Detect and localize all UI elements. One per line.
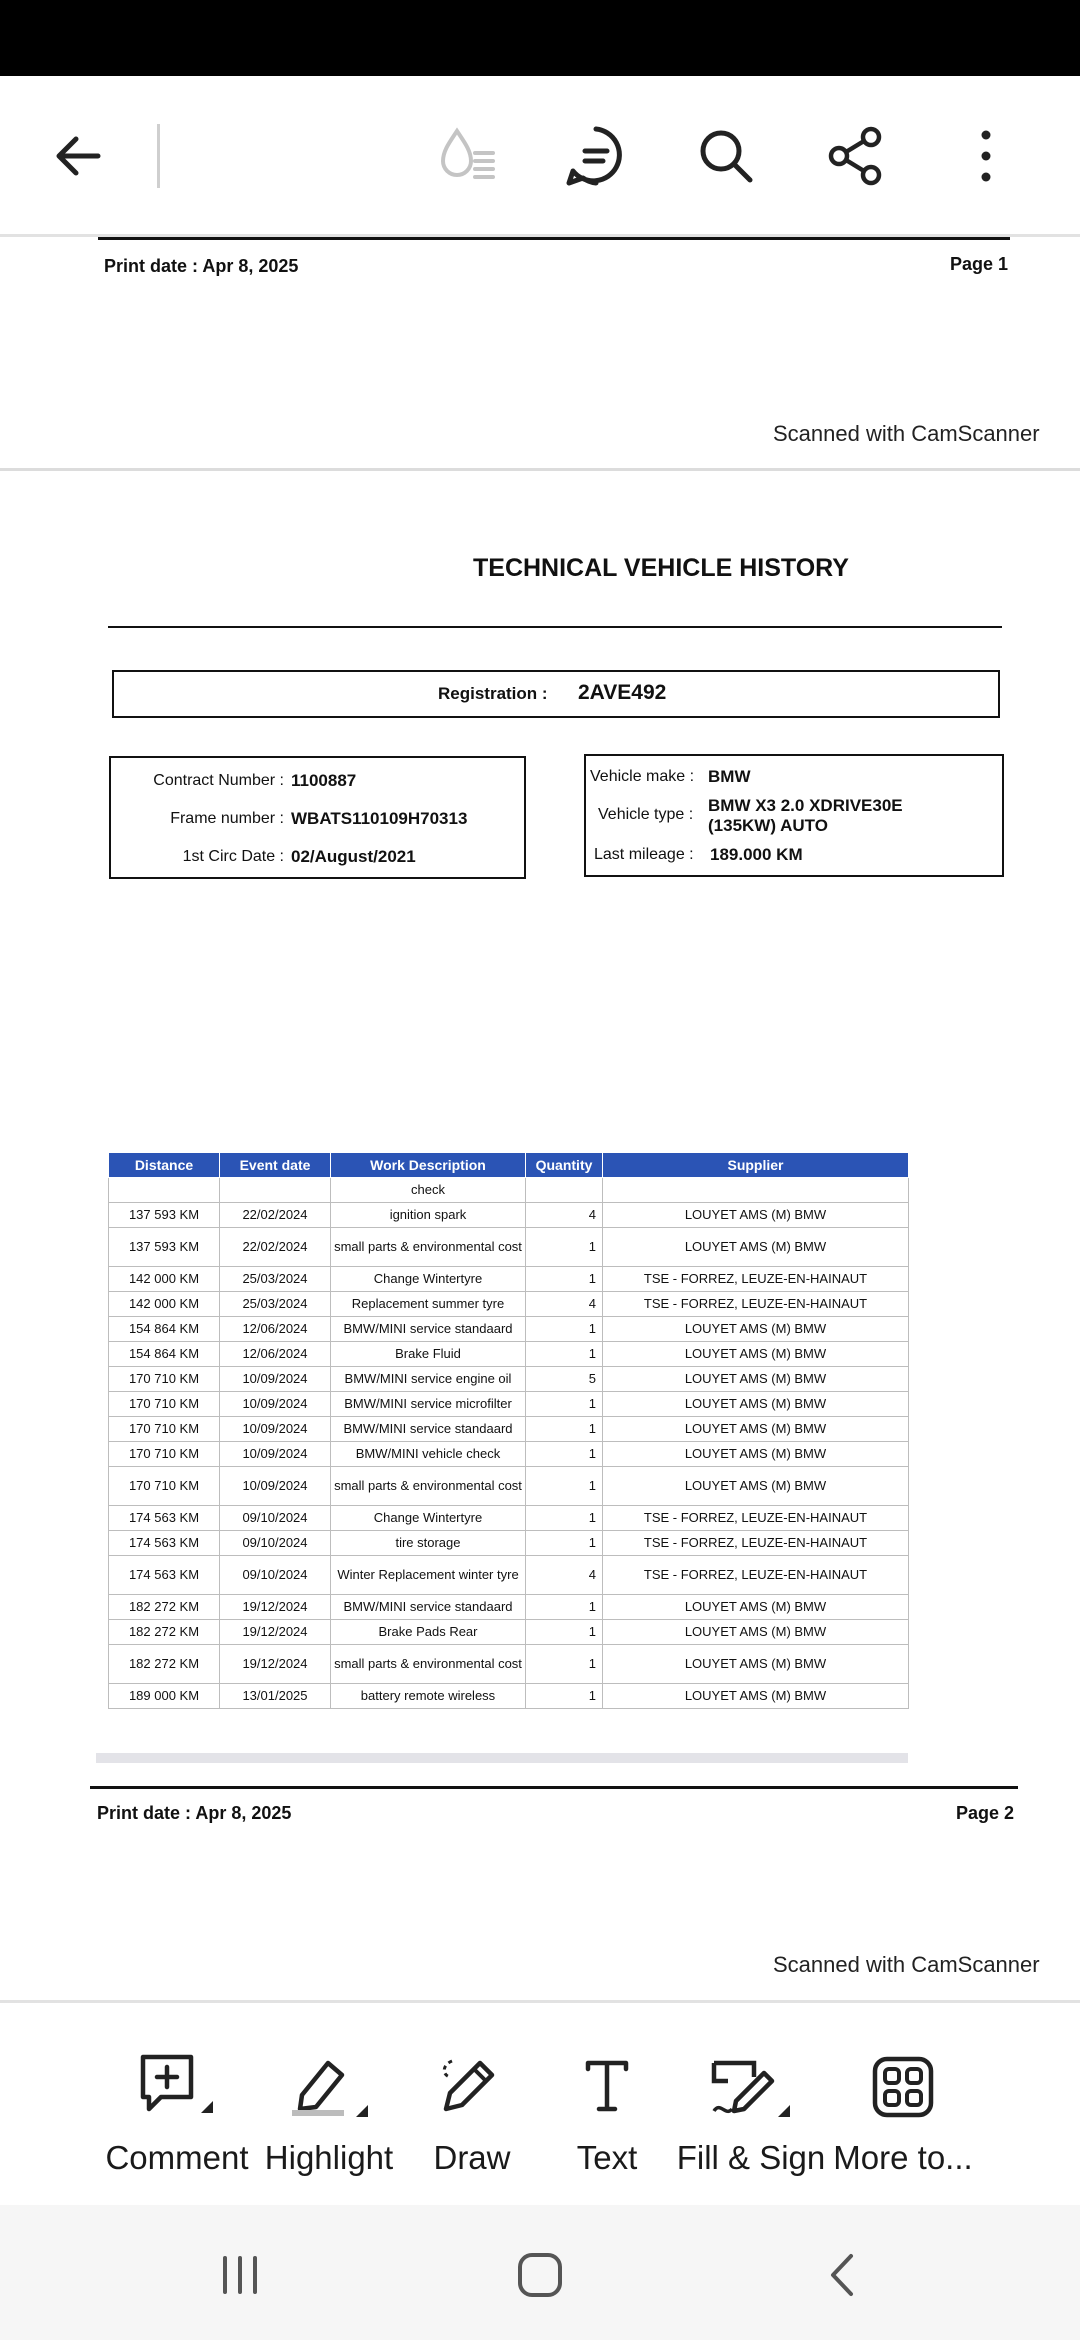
cell-supplier: TSE - FORREZ, LEUZE-EN-HAINAUT [603, 1292, 909, 1317]
cell-quantity: 1 [526, 1467, 603, 1506]
draw-tool-label: Draw [433, 2139, 511, 2176]
cell-event-date: 13/01/2025 [220, 1684, 331, 1709]
cell-work-description: BMW/MINI service microfilter [331, 1392, 526, 1417]
table-row [109, 1442, 909, 1467]
table-row [109, 1531, 909, 1556]
cell-distance: 182 272 KM [109, 1595, 220, 1620]
cell-event-date: 10/09/2024 [220, 1442, 331, 1467]
vehicle-type-label: Vehicle type : [598, 806, 694, 823]
cell-supplier: TSE - FORREZ, LEUZE-EN-HAINAUT [603, 1556, 909, 1595]
cell-work-description: tire storage [331, 1531, 526, 1556]
recent-apps-button[interactable] [200, 2240, 280, 2310]
table-row [109, 1392, 909, 1417]
cell-work-description: battery remote wireless [331, 1684, 526, 1709]
registration-value: 2AVE492 [578, 681, 667, 704]
cell-quantity: 1 [526, 1228, 603, 1267]
cell-event-date: 19/12/2024 [220, 1620, 331, 1645]
table-row [109, 1178, 909, 1203]
cell-quantity: 1 [526, 1506, 603, 1531]
cell-distance: 189 000 KM [109, 1684, 220, 1709]
cell-event-date: 22/02/2024 [220, 1228, 331, 1267]
column-header-event-date: Event date [220, 1153, 331, 1178]
cell-event-date: 09/10/2024 [220, 1506, 331, 1531]
document-viewer[interactable] [0, 237, 1080, 2000]
cell-work-description: Brake Fluid [331, 1342, 526, 1367]
cell-event-date: 12/06/2024 [220, 1342, 331, 1367]
table-row [109, 1317, 909, 1342]
cell-event-date: 12/06/2024 [220, 1317, 331, 1342]
cell-event-date: 22/02/2024 [220, 1203, 331, 1228]
page1-print-date: Print date : Apr 8, 2025 [104, 256, 299, 276]
cell-supplier: LOUYET AMS (M) BMW [603, 1595, 909, 1620]
cell-quantity: 4 [526, 1203, 603, 1228]
comments-button[interactable] [556, 116, 636, 196]
recent-apps-icon [215, 2250, 265, 2300]
page2-footer-rule [90, 1786, 1018, 1789]
last-mileage-label: Last mileage : [594, 846, 694, 863]
table-row [109, 1342, 909, 1367]
table-row [109, 1267, 909, 1292]
more-options-button[interactable] [946, 116, 1026, 196]
column-header-distance: Distance [109, 1153, 220, 1178]
vehicle-make-value: BMW [708, 767, 751, 786]
toolbar-separator [157, 124, 160, 188]
cell-quantity: 1 [526, 1442, 603, 1467]
cell-distance: 154 864 KM [109, 1342, 220, 1367]
cell-work-description: BMW/MINI vehicle check [331, 1442, 526, 1467]
cell-quantity: 1 [526, 1342, 603, 1367]
contract-number-value: 1100887 [291, 771, 357, 790]
comment-add-icon [137, 2051, 217, 2123]
cell-quantity: 1 [526, 1595, 603, 1620]
text-t-icon [572, 2051, 642, 2123]
cell-work-description: BMW/MINI service standaard [331, 1595, 526, 1620]
share-button[interactable] [816, 116, 896, 196]
column-header-supplier: Supplier [603, 1153, 909, 1178]
cell-distance [109, 1178, 220, 1203]
cell-supplier: LOUYET AMS (M) BMW [603, 1417, 909, 1442]
cell-distance: 182 272 KM [109, 1645, 220, 1684]
table-shadow-bar [96, 1753, 908, 1763]
cell-quantity [526, 1178, 603, 1203]
page1-page-number: Page 1 [950, 254, 1009, 274]
cell-event-date: 09/10/2024 [220, 1556, 331, 1595]
table-row [109, 1620, 909, 1645]
cell-distance: 174 563 KM [109, 1531, 220, 1556]
cell-work-description: BMW/MINI service engine oil [331, 1367, 526, 1392]
cell-distance: 170 710 KM [109, 1467, 220, 1506]
cell-supplier: LOUYET AMS (M) BMW [603, 1392, 909, 1417]
table-row [109, 1292, 909, 1317]
cell-quantity: 1 [526, 1417, 603, 1442]
table-row [109, 1556, 909, 1595]
home-button[interactable] [500, 2240, 580, 2310]
comment-list-icon [563, 123, 629, 189]
table-row [109, 1203, 909, 1228]
cell-event-date: 25/03/2024 [220, 1292, 331, 1317]
page-separator [0, 468, 1080, 471]
cell-quantity: 1 [526, 1531, 603, 1556]
back-chevron-icon [819, 2250, 869, 2300]
cell-work-description: check [331, 1178, 526, 1203]
cell-work-description: Winter Replacement winter tyre [331, 1556, 526, 1595]
cell-work-description: small parts & environmental cost [331, 1467, 526, 1506]
share-icon [825, 125, 887, 187]
cell-supplier [603, 1178, 909, 1203]
cell-work-description: Replacement summer tyre [331, 1292, 526, 1317]
frame-number-value: WBATS110109H70313 [291, 809, 468, 828]
fill-sign-icon [706, 2051, 796, 2123]
cell-distance: 182 272 KM [109, 1620, 220, 1645]
table-row [109, 1367, 909, 1392]
cell-supplier: LOUYET AMS (M) BMW [603, 1317, 909, 1342]
cell-quantity: 4 [526, 1556, 603, 1595]
read-aloud-button[interactable] [428, 116, 508, 196]
highlighter-icon [284, 2051, 374, 2123]
cell-supplier: LOUYET AMS (M) BMW [603, 1645, 909, 1684]
page2-page-number: Page 2 [956, 1803, 1015, 1823]
table-row [109, 1645, 909, 1684]
title-rule [108, 626, 1002, 628]
cell-work-description: Change Wintertyre [331, 1506, 526, 1531]
registration-label: Registration : [438, 684, 548, 703]
cell-quantity: 1 [526, 1317, 603, 1342]
first-circ-date-value: 02/August/2021 [291, 847, 416, 866]
cell-event-date: 10/09/2024 [220, 1467, 331, 1506]
more-tools[interactable] [828, 2043, 978, 2183]
home-icon [515, 2250, 565, 2300]
column-header-quantity: Quantity [526, 1153, 603, 1178]
cell-work-description: BMW/MINI service standaard [331, 1417, 526, 1442]
comment-tool[interactable] [102, 2043, 252, 2183]
cell-supplier: LOUYET AMS (M) BMW [603, 1228, 909, 1267]
more-tools-label: More to... [833, 2139, 973, 2176]
back-arrow-icon [50, 128, 106, 184]
cell-distance: 142 000 KM [109, 1267, 220, 1292]
status-bar [0, 0, 1080, 76]
cell-distance: 154 864 KM [109, 1317, 220, 1342]
cell-event-date: 19/12/2024 [220, 1645, 331, 1684]
pencil-icon [432, 2051, 512, 2123]
vehicle-history-table [108, 1152, 909, 1709]
cell-quantity: 1 [526, 1267, 603, 1292]
cell-distance: 174 563 KM [109, 1506, 220, 1531]
cell-event-date [220, 1178, 331, 1203]
column-header-work-description: Work Description [331, 1153, 526, 1178]
cell-quantity: 1 [526, 1392, 603, 1417]
cell-supplier: TSE - FORREZ, LEUZE-EN-HAINAUT [603, 1267, 909, 1292]
table-row [109, 1684, 909, 1709]
cell-supplier: LOUYET AMS (M) BMW [603, 1467, 909, 1506]
cell-supplier: TSE - FORREZ, LEUZE-EN-HAINAUT [603, 1531, 909, 1556]
table-row [109, 1417, 909, 1442]
cell-work-description: Change Wintertyre [331, 1267, 526, 1292]
cell-supplier: LOUYET AMS (M) BMW [603, 1620, 909, 1645]
cell-work-description: small parts & environmental cost [331, 1228, 526, 1267]
page2-print-date: Print date : Apr 8, 2025 [97, 1803, 292, 1823]
cell-supplier: LOUYET AMS (M) BMW [603, 1203, 909, 1228]
cell-distance: 142 000 KM [109, 1292, 220, 1317]
highlight-tool-label: Highlight [264, 2139, 394, 2176]
cell-distance: 170 710 KM [109, 1392, 220, 1417]
cell-supplier: LOUYET AMS (M) BMW [603, 1342, 909, 1367]
cell-quantity: 5 [526, 1367, 603, 1392]
cell-distance: 137 593 KM [109, 1228, 220, 1267]
cell-quantity: 4 [526, 1292, 603, 1317]
page1-scanned-watermark: Scanned with CamScanner [773, 421, 1040, 446]
cell-work-description: Brake Pads Rear [331, 1620, 526, 1645]
cell-event-date: 10/09/2024 [220, 1367, 331, 1392]
vehicle-type-value-line1: BMW X3 2.0 XDRIVE30E [708, 796, 903, 815]
navigation-bar [0, 2205, 1080, 2340]
cell-event-date: 19/12/2024 [220, 1595, 331, 1620]
contract-info-box [109, 756, 526, 879]
cell-quantity: 1 [526, 1684, 603, 1709]
back-nav-button[interactable] [804, 2240, 884, 2310]
search-button[interactable] [686, 116, 766, 196]
vehicle-type-value-line2: (135KW) AUTO [708, 816, 828, 835]
app-toolbar [0, 76, 1080, 237]
frame-number-label: Frame number : [170, 810, 284, 827]
text-tool-label: Text [576, 2139, 638, 2176]
cell-supplier: LOUYET AMS (M) BMW [603, 1442, 909, 1467]
cell-distance: 174 563 KM [109, 1556, 220, 1595]
cell-event-date: 10/09/2024 [220, 1417, 331, 1442]
grid-apps-icon [867, 2051, 939, 2123]
search-icon [696, 126, 756, 186]
registration-box [112, 670, 1000, 718]
cell-distance: 170 710 KM [109, 1442, 220, 1467]
cell-supplier: TSE - FORREZ, LEUZE-EN-HAINAUT [603, 1506, 909, 1531]
cell-event-date: 25/03/2024 [220, 1267, 331, 1292]
table-row [109, 1228, 909, 1267]
comment-tool-label: Comment [105, 2139, 249, 2176]
cell-supplier: LOUYET AMS (M) BMW [603, 1367, 909, 1392]
cell-work-description: small parts & environmental cost [331, 1645, 526, 1684]
read-aloud-icon [435, 123, 501, 189]
cell-supplier: LOUYET AMS (M) BMW [603, 1684, 909, 1709]
cell-distance: 137 593 KM [109, 1203, 220, 1228]
page2-scanned-watermark: Scanned with CamScanner [773, 1952, 1040, 1977]
first-circ-date-label: 1st Circ Date : [182, 848, 284, 865]
cell-quantity: 1 [526, 1645, 603, 1684]
table-row [109, 1595, 909, 1620]
cell-distance: 170 710 KM [109, 1367, 220, 1392]
table-row [109, 1506, 909, 1531]
table-header-row [109, 1153, 909, 1178]
contract-number-label: Contract Number : [153, 772, 284, 789]
cell-distance: 170 710 KM [109, 1417, 220, 1442]
cell-work-description: ignition spark [331, 1203, 526, 1228]
vehicle-make-label: Vehicle make : [590, 768, 695, 785]
cell-event-date: 10/09/2024 [220, 1392, 331, 1417]
fill-sign-tool[interactable] [676, 2043, 826, 2183]
vehicle-info-box [584, 754, 1004, 877]
document-title: TECHNICAL VEHICLE HISTORY [473, 554, 849, 582]
bottom-tools-toolbar [0, 2000, 1080, 2208]
fill-sign-tool-label: Fill & Sign [676, 2139, 826, 2176]
cell-work-description: BMW/MINI service standaard [331, 1317, 526, 1342]
page1-footer-rule [98, 237, 1010, 240]
cell-event-date: 09/10/2024 [220, 1531, 331, 1556]
last-mileage-value: 189.000 KM [710, 845, 803, 864]
table-row [109, 1467, 909, 1506]
back-button[interactable] [38, 116, 118, 196]
cell-quantity: 1 [526, 1620, 603, 1645]
more-options-icon [971, 126, 1001, 186]
